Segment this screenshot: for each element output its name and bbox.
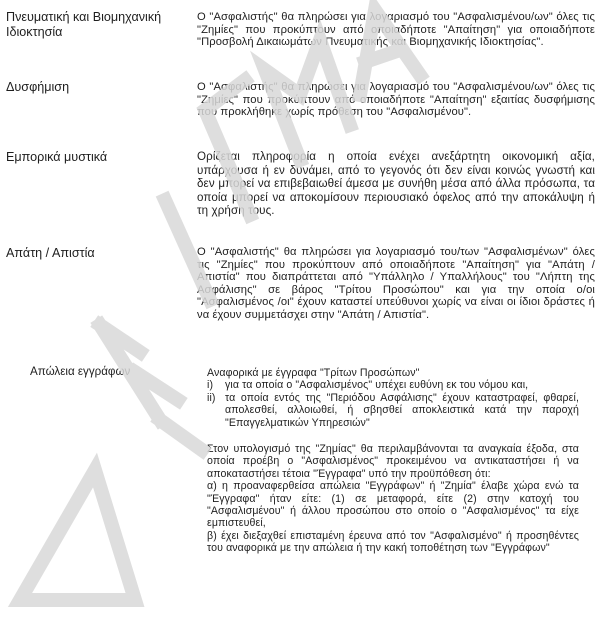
term-trade-secrets: Εμπορικά μυστικά <box>6 150 108 164</box>
list-item <box>207 379 579 391</box>
list-item-text: τα οποία εντός της "Περιόδου Ασφάλισης" έχουν καταστραφεί, φθαρεί, απολεσθεί, αλλοιωθεί, ή σβησθεί αποκλειστικά κατά την παροχή "Επαγγελματικών Υπηρεσιών" <box>225 391 579 429</box>
definition-trade-secrets: Ορίζεται πληροφορία η οποία ενέχει ανεξάρτητη οικονομική αξία, υπάρχουσα ή εν δυνάμει, από το γεγονός ότι δεν είναι κοινώς γνωστή και δεν μπορεί να επιβεβαιωθεί άμεσα με συνήθη μέσα από άλλα πρόσωπα, τα οποία μπορεί να αποκομίσουν περιουσιακό όφελος από την αποκάλυψη ή τη χρήση τους. <box>197 150 595 218</box>
definition-defamation: Ο "Ασφαλιστής" θα πληρώσει για λογαριασμό του "Ασφαλισμένου/ων" όλες τις "Ζημίες" που προκύπτουν από οποιαδήποτε "Απαίτηση" εξαιτίας δυσφήμισης που προκλήθηκε χωρίς πρόθεση του "Ασφαλισμένου". <box>197 81 595 119</box>
list-marker: ii) <box>207 391 216 404</box>
lost-documents-condition-b: β) έχει διεξαχθεί επισταμένη έρευνα από τον "Ασφαλισμένο" ή προσηθέντες του αναφορικά με την απώλεια ή την κακή τοποθέτηση των "Εγγράφων" <box>207 529 579 555</box>
definition-fraud: Ο "Ασφαλιστής" θα πληρώσει για λογαριασμό του/των "Ασφαλισμένων" όλες τις "Ζημίες" που προκύπτουν από οποιαδήποτε "Απαίτηση" για "Απάτη / Απιστία" που διαπράττεται από "Υπάλληλο / Υπαλλήλους" του "Λήπτη της Ασφάλισης" σε βάρος "Τρίτου Προσώπου" και για την οποία ο/οι "Ασφαλισμένος /οι" έχουν καταστεί υπεύθυνοι χωρίς να είναι οι ίδιοι δράστες ή να έχουν συμμετάσχει στην "Απάτη / Απιστία". <box>197 246 595 321</box>
definition-lost-documents <box>207 367 579 555</box>
term-intellectual-property: Πνευματική και Βιομηχανική Ιδιοκτησία <box>6 10 162 39</box>
lost-documents-condition-a: α) η προαναφερθείσα απώλεια "Εγγράφων" ή "Ζημία" έλαβε χώρα ενώ τα "Έγγραφα" ήταν είτε: (1) σε μεταφορά, είτε (2) στην κατοχή του "Ασφαλισμένου" ή άλλου προσώπου στο οποίο ο "Ασφαλισμένος" τα είχε εμπιστευθεί, <box>207 480 579 530</box>
term-lost-documents: Απώλεια εγγράφων <box>30 365 131 378</box>
lost-documents-paragraph: Στον υπολογισμό της "Ζημίας" θα περιλαμβάνονται τα αναγκαία έξοδα, στα οποία προέβη ο "Ασφαλισμένος" προκειμένου να αντικαταστήσει ή να αποκαταστήσει τέτοια "Έγγραφα" υπό την προϋπόθεση ότι: <box>207 443 579 480</box>
term-fraud: Απάτη / Απιστία <box>6 246 95 260</box>
list-marker: i) <box>207 379 214 392</box>
list-item <box>207 392 579 429</box>
term-defamation: Δυσφήμιση <box>6 80 70 94</box>
list-item-text: για τα οποία ο "Ασφαλισμένος" υπέχει ευθύνη εκ του νόμου και, <box>225 379 529 392</box>
definition-intellectual-property: Ο "Ασφαλιστής" θα πληρώσει για λογαριασμό του "Ασφαλισμένου/ων" όλες τις "Ζημίες" που προκύπτουν από οποιαδήποτε "Απαίτηση" για οποιαδήποτε "Προσβολή Δικαιωμάτων Πνευματικής και Βιομηχανικής Ιδιοκτησίας". <box>197 11 595 49</box>
lost-documents-intro: Αναφορικά με έγγραφα "Τρίτων Προσώπων" <box>207 367 420 379</box>
